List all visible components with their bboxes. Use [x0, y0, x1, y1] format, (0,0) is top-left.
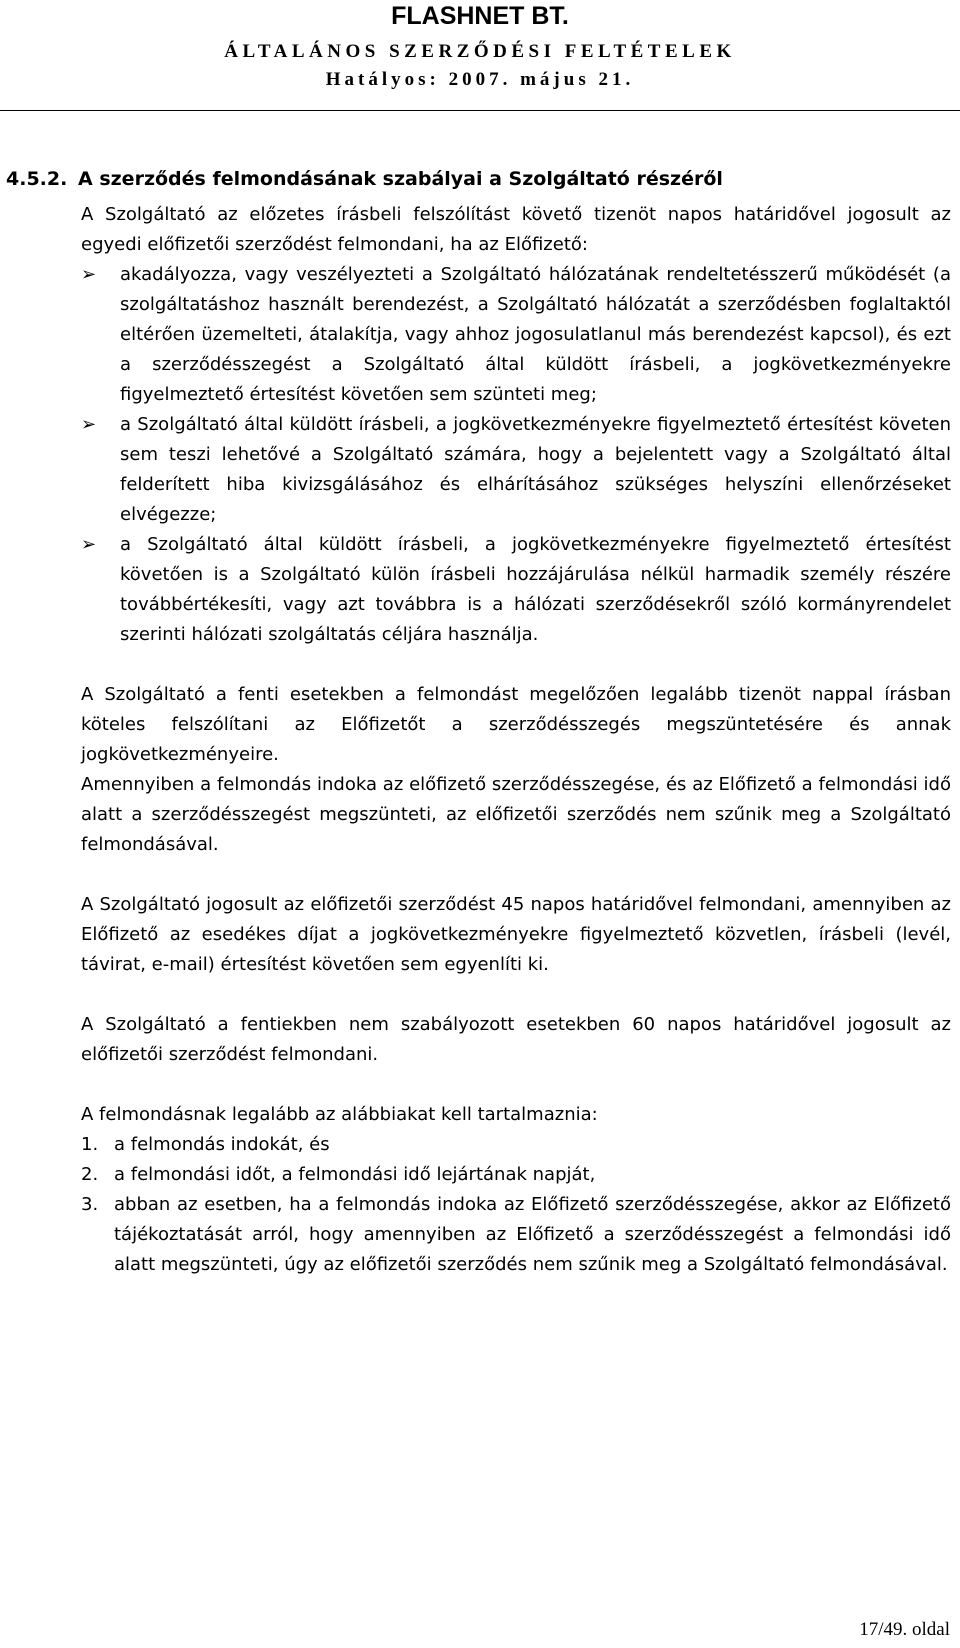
arrow-bullet-icon: ➢	[81, 534, 97, 555]
list-item	[81, 1130, 951, 1160]
paragraph: Amennyiben a felmondás indoka az előfizető szerződésszegése, és az Előfizető a felmondási idő alatt a szerződésszegést megszünteti, az előfizetői szerződés nem szűnik meg a Szolgáltató felmondásával.	[81, 774, 951, 855]
list-item	[81, 410, 951, 530]
list-item	[81, 260, 951, 410]
list-item	[81, 1190, 951, 1280]
bullet-text: a Szolgáltató által küldött írásbeli, a jogkövetkezményekre figyelmeztető értesítést követen sem teszi lehetővé a Szolgáltató számára, hogy a bejelentett vagy a Szolgáltató által felderített hiba kivizsgálásához és elhárításához szükséges helyszíni ellenőrzéseket elvégezze;	[120, 414, 951, 525]
item-text: a felmondás indokát, és	[114, 1134, 330, 1155]
section-number: 4.5.2.	[6, 168, 68, 190]
effective-date: Hatályos: 2007. május 21.	[325, 69, 635, 90]
arrow-bullet-icon: ➢	[81, 414, 97, 435]
paragraph: A Szolgáltató a fenti esetekben a felmondást megelőzően legalább tizenöt nappal írásban köteles felszólítani az Előfizetőt a szerződésszegés megszüntetésére és annak jogkövetkezményeire.	[81, 684, 951, 765]
item-text: a felmondási időt, a felmondási idő lejártának napját,	[114, 1164, 596, 1185]
document-title: ÁLTALÁNOS SZERZŐDÉSI FELTÉTELEK	[224, 41, 736, 62]
header-divider	[0, 110, 960, 111]
list-item	[81, 1160, 951, 1190]
bullet-text: a Szolgáltató által küldött írásbeli, a jogkövetkezményekre figyelmeztető értesítést követően is a Szolgáltató külön írásbeli hozzájárulása nélkül harmadik személy részére továbbértékesíti, vagy azt továbbra is a hálózati szerződésekről szóló kormányrendelet szerinti hálózati szolgáltatás céljára használja.	[120, 534, 951, 645]
arrow-bullet-icon: ➢	[81, 264, 97, 285]
section-title: A szerződés felmondásának szabályai a Szolgáltató részéről	[78, 168, 723, 190]
item-number: 3.	[81, 1194, 99, 1215]
paragraph: A Szolgáltató jogosult az előfizetői szerződést 45 napos határidővel felmondani, amennyiben az Előfizető az esedékes díjat a jogkövetkezményekre figyelmeztető közvetlen, írásbeli (levél, távirat, e-mail) értesítést követően sem egyenlíti ki.	[81, 894, 951, 975]
document-body	[81, 200, 951, 1280]
paragraph: A Szolgáltató a fentiekben nem szabályozott esetekben 60 napos határidővel jogosult az előfizetői szerződést felmondani.	[81, 1014, 951, 1065]
item-text: abban az esetben, ha a felmondás indoka az Előfizető szerződésszegése, akkor az Előfizető tájékoztatását arról, hogy amennyiben az Előfizető a szerződésszegést a felmondási idő alatt megszünteti, úgy az előfizetői szerződés nem szűnik meg a Szolgáltató felmondásával.	[114, 1194, 951, 1275]
company-name: FLASHNET BT.	[391, 2, 569, 30]
intro-paragraph: A Szolgáltató az előzetes írásbeli felszólítást követő tizenöt napos határidővel jogosult az egyedi előfizetői szerződést felmondani, ha az Előfizető:	[81, 204, 951, 255]
item-number: 2.	[81, 1164, 99, 1185]
termination-conditions-list	[81, 260, 951, 650]
list-item	[81, 530, 951, 650]
bullet-text: akadályozza, vagy veszélyezteti a Szolgáltató hálózatának rendeltetésszerű működését (a szolgáltatáshoz használt berendezést, a Szolgáltató hálózatát a szerződésben foglaltaktól eltérően üzemelteti, átalakítja, vagy ahhoz jogosulatlanul más berendezést kapcsol), és ezt a szerződésszegést a Szolgáltató által küldött írásbeli, a jogkövetkezményekre figyelmeztető értesítést követően sem szünteti meg;	[120, 264, 951, 405]
page-number: 17/49. oldal	[859, 1619, 950, 1640]
item-number: 1.	[81, 1134, 99, 1155]
notice-contents-list	[81, 1130, 951, 1280]
paragraph: A felmondásnak legalább az alábbiakat kell tartalmaznia:	[81, 1104, 598, 1125]
section-heading	[6, 164, 946, 194]
